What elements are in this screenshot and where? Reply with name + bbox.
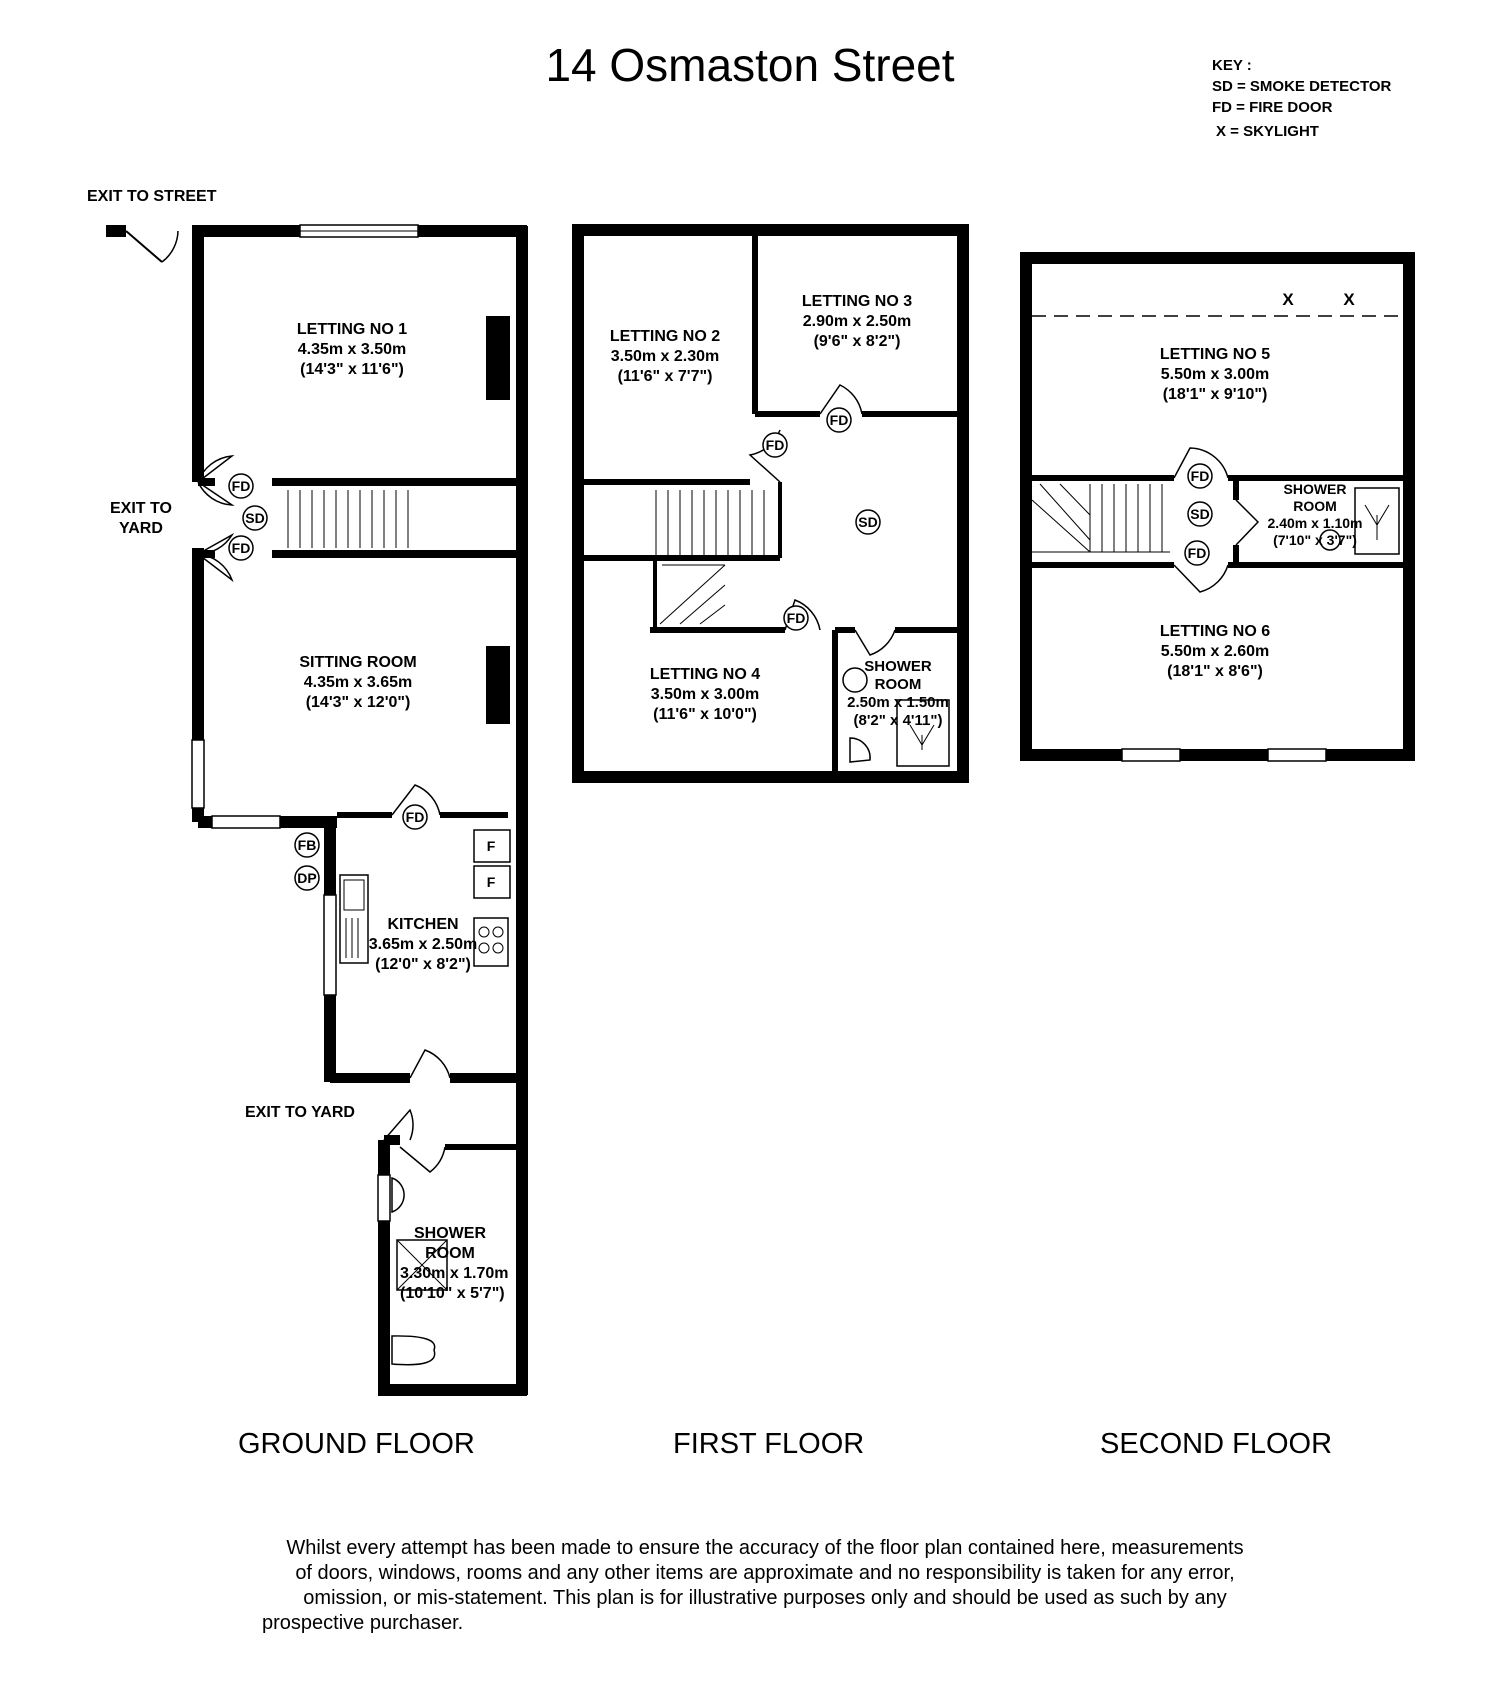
fire-door-icon [1188, 464, 1212, 488]
legend-heading: KEY : [1212, 57, 1252, 74]
disclaimer-line: of doors, windows, rooms and any other items are approximate and no responsibility is taken for any error, [295, 1562, 1235, 1584]
exit-street-label: EXIT TO STREET [87, 188, 217, 205]
room-size-metric: 3.65m x 2.50m [368, 936, 478, 953]
legend-sd: SD = SMOKE DETECTOR [1212, 78, 1392, 95]
room-name: KITCHEN [387, 916, 459, 933]
room-size-imperial: (8'2" x 4'11") [853, 712, 943, 729]
room-size-metric: 2.40m x 1.10m [1267, 515, 1363, 531]
room-size-imperial: (7'10" x 3'7") [1273, 532, 1357, 548]
room-size-metric: 5.50m x 2.60m [1160, 643, 1270, 660]
floor-label-second: SECOND FLOOR [1100, 1428, 1333, 1460]
smoke-detector-icon [1188, 502, 1212, 526]
room-size-imperial: (14'3" x 12'0") [305, 694, 411, 711]
room-size-imperial: (12'0" x 8'2") [375, 956, 471, 973]
room-size-imperial: (9'6" x 8'2") [813, 333, 901, 350]
legend-fd: FD = FIRE DOOR [1212, 99, 1333, 116]
room-size-metric: 2.50m x 1.50m [847, 694, 949, 711]
room-size-imperial: (11'6" x 10'0") [653, 706, 757, 723]
smoke-detector-icon [243, 506, 267, 530]
room-name: SHOWER ROOM [414, 1225, 486, 1262]
room-shower-ground [400, 1224, 509, 1304]
room-name: SHOWER ROOM [864, 658, 932, 693]
room-size-imperial: (14'3" x 11'6") [300, 361, 404, 378]
fuse-box-icon [295, 833, 319, 857]
fire-door-label: FD [786, 610, 806, 626]
fire-door-icon [763, 433, 787, 457]
fire-door-icon [784, 606, 808, 630]
room-name: LETTING NO 1 [296, 321, 408, 338]
fire-door-label: FD [231, 478, 251, 494]
room-name: LETTING NO 3 [801, 293, 913, 310]
room-letting-3 [762, 292, 952, 352]
exit-yard-label: EXIT TO YARD [110, 500, 172, 537]
room-letting-5 [1115, 345, 1315, 405]
fuse-box-label: FB [297, 837, 317, 853]
room-letting-4 [620, 665, 790, 725]
fire-door-label: FD [1190, 468, 1210, 484]
page-title: 14 Osmaston Street [545, 39, 955, 91]
room-size-metric: 4.35m x 3.50m [297, 341, 407, 358]
fire-door-label: FD [765, 437, 785, 453]
smoke-detector-icon [856, 510, 880, 534]
legend-x: X = SKYLIGHT [1216, 123, 1319, 140]
room-letting-1 [252, 320, 452, 380]
room-shower-second [1248, 481, 1382, 549]
disclaimer-line: omission, or mis-statement. This plan is for illustrative purposes only and should be used as such by any [303, 1587, 1227, 1609]
room-letting-6 [1115, 622, 1315, 682]
room-size-metric: 5.50m x 3.00m [1160, 366, 1270, 383]
room-name: LETTING NO 2 [609, 328, 721, 345]
room-size-metric: 3.50m x 2.30m [610, 348, 720, 365]
room-name: LETTING NO 5 [1159, 346, 1271, 363]
fire-door-label: FD [1187, 545, 1207, 561]
fire-door-icon [403, 805, 427, 829]
room-letting-2 [580, 327, 750, 387]
fire-door-label: FD [829, 412, 849, 428]
room-size-imperial: (18'1" x 8'6") [1167, 663, 1263, 680]
skylight-marker-1: X [1282, 290, 1294, 309]
fire-door-icon [229, 536, 253, 560]
dp-icon [295, 866, 319, 890]
fire-door-icon [1185, 541, 1209, 565]
room-size-imperial: (10'10" x 5'7") [400, 1285, 505, 1302]
room-kitchen [323, 915, 523, 975]
room-size-metric: 4.35m x 3.65m [303, 674, 413, 691]
fire-door-label: FD [231, 540, 251, 556]
disclaimer [250, 1536, 1280, 1636]
fire-door-label: FD [405, 809, 425, 825]
smoke-detector-label: SD [858, 514, 878, 530]
room-name: LETTING NO 6 [1159, 623, 1271, 640]
smoke-detector-label: SD [245, 510, 265, 526]
fire-door-icon [229, 474, 253, 498]
floor-label-first: FIRST FLOOR [673, 1428, 865, 1460]
fridge-label-1: F [486, 838, 496, 854]
room-shower-first [838, 658, 958, 730]
exit-yard-label-lower: EXIT TO YARD [245, 1104, 355, 1121]
room-size-metric: 3.50m x 3.00m [650, 686, 760, 703]
room-size-metric: 2.90m x 2.50m [802, 313, 912, 330]
room-name: LETTING NO 4 [649, 666, 761, 683]
fire-door-icon [827, 408, 851, 432]
room-size-imperial: (11'6" x 7'7") [617, 368, 713, 385]
dp-label: DP [297, 870, 317, 886]
skylight-marker-2: X [1343, 290, 1355, 309]
room-size-imperial: (18'1" x 9'10") [1162, 386, 1268, 403]
disclaimer-line: Whilst every attempt has been made to ensure the accuracy of the floor plan contained here, measurements [286, 1537, 1244, 1559]
floor-label-ground: GROUND FLOOR [238, 1428, 475, 1460]
room-name: SHOWER ROOM [1283, 481, 1347, 514]
room-name: SITTING ROOM [299, 654, 417, 671]
room-sitting [258, 653, 458, 713]
room-size-metric: 3.30m x 1.70m [400, 1265, 509, 1282]
fridge-label-2: F [486, 874, 496, 890]
disclaimer-line: prospective purchaser. [262, 1612, 464, 1634]
smoke-detector-label: SD [1190, 506, 1210, 522]
